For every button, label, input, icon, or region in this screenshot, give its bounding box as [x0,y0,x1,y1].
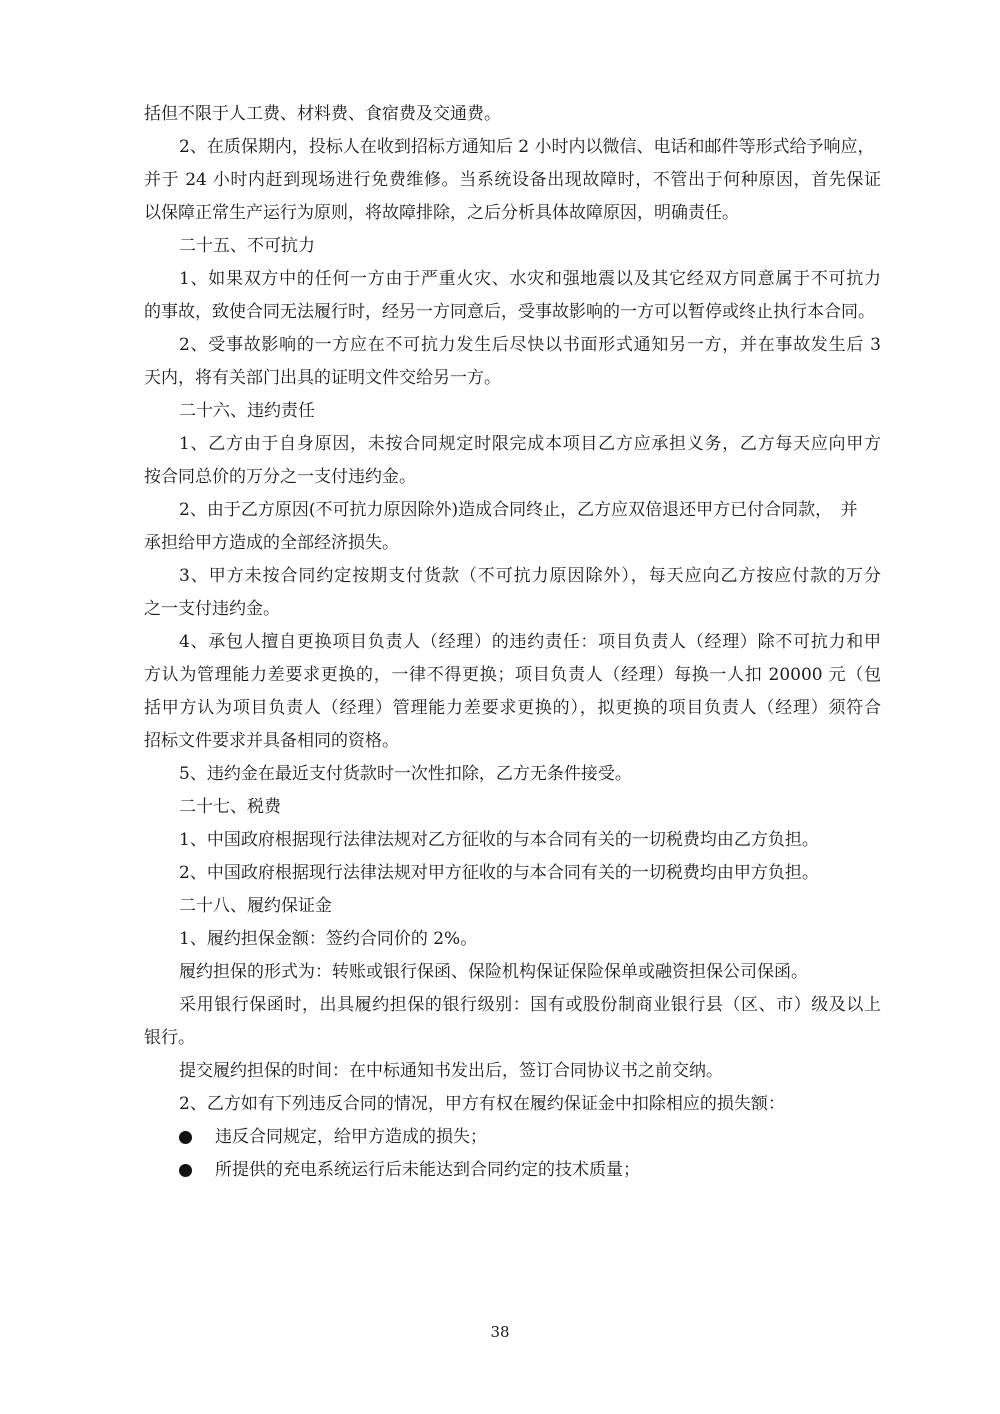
paragraph-line: 天内，将有关部门出具的证明文件交给另一方。 [144,368,501,388]
paragraph-line: 采用银行保函时，出具履约担保的银行级别：国有或股份制商业银行县（区、市）级及以上 [179,995,881,1015]
paragraph-line: 括甲方认为项目负责人（经理）管理能力差要求更换的），拟更换的项目负责人（经理）须符合 [144,698,881,718]
paragraph-line: 招标文件要求并具备相同的资格。 [144,731,399,751]
paragraph-line: 括但不限于人工费、材料费、食宿费及交通费。 [144,104,501,124]
paragraph-line: 之一支付违约金。 [144,599,280,619]
paragraph-line: 1、中国政府根据现行法律法规对乙方征收的与本合同有关的一切税费均由乙方负担。 [179,830,819,850]
paragraph-line: 以保障正常生产运行为原则，将故障排除，之后分析具体故障原因，明确责任。 [144,203,739,223]
paragraph-line: 5、违约金在最近支付货款时一次性扣除，乙方无条件接受。 [179,764,632,784]
section-heading: 二十八、履约保证金 [179,896,332,916]
paragraph-line: 并于 24 小时内赶到现场进行免费维修。当系统设备出现故障时，不管出于何种原因，首先保证 [144,170,881,190]
bullet-item [144,1154,881,1187]
paragraph-line: 银行。 [144,1028,195,1048]
paragraph-line: 4、承包人擅自更换项目负责人（经理）的违约责任：项目负责人（经理）除不可抗力和甲 [179,632,881,652]
section-heading: 二十五、不可抗力 [179,236,315,256]
page-body [144,98,881,1187]
bullet-text: 违反合同规定，给甲方造成的损失； [215,1127,487,1147]
bullet-icon [179,1164,192,1177]
paragraph-line: 2、由于乙方原因(不可抗力原因除外)造成合同终止，乙方应双倍退还甲方已付合同款， 并 [179,500,858,520]
bullet-item [144,1121,881,1154]
paragraph-line: 1、如果双方中的任何一方由于严重火灾、水灾和强地震以及其它经双方同意属于不可抗力 [179,269,881,289]
page-number: 38 [490,1323,510,1341]
paragraph-line: 2、乙方如有下列违反合同的情况，甲方有权在履约保证金中扣除相应的损失额： [179,1094,785,1114]
paragraph-line: 2、受事故影响的一方应在不可抗力发生后尽快以书面形式通知另一方，并在事故发生后 3 [179,335,881,355]
bullet-icon [179,1131,192,1144]
paragraph-line: 1、履约担保金额：签约合同价的 2%。 [179,929,478,949]
paragraph-line: 2、在质保期内，投标人在收到招标方通知后 2 小时内以微信、电话和邮件等形式给予响应， [179,137,875,157]
section-heading: 二十六、违约责任 [179,401,315,421]
paragraph-line: 2、中国政府根据现行法律法规对甲方征收的与本合同有关的一切税费均由甲方负担。 [179,863,819,883]
section-heading: 二十七、税费 [179,797,281,817]
paragraph-line: 提交履约担保的时间：在中标通知书发出后，签订合同协议书之前交纳。 [179,1061,723,1081]
paragraph-line: 1、乙方由于自身原因，未按合同规定时限完成本项目乙方应承担义务，乙方每天应向甲方 [179,434,881,454]
paragraph-line: 3、甲方未按合同约定按期支付货款（不可抗力原因除外），每天应向乙方按应付款的万分 [179,566,881,586]
paragraph-line: 方认为管理能力差要求更换的，一律不得更换；项目负责人（经理）每换一人扣 20000 元（包 [144,665,881,685]
paragraph-line: 按合同总价的万分之一支付违约金。 [144,467,416,487]
paragraph-line: 的事故，致使合同无法履行时，经另一方同意后，受事故影响的一方可以暂停或终止执行本合同。 [144,302,875,322]
paragraph-line: 履约担保的形式为：转账或银行保函、保险机构保证保险保单或融资担保公司保函。 [179,962,808,982]
bullet-text: 所提供的充电系统运行后未能达到合同约定的技术质量； [215,1160,640,1180]
paragraph-line: 承担给甲方造成的全部经济损失。 [144,533,399,553]
